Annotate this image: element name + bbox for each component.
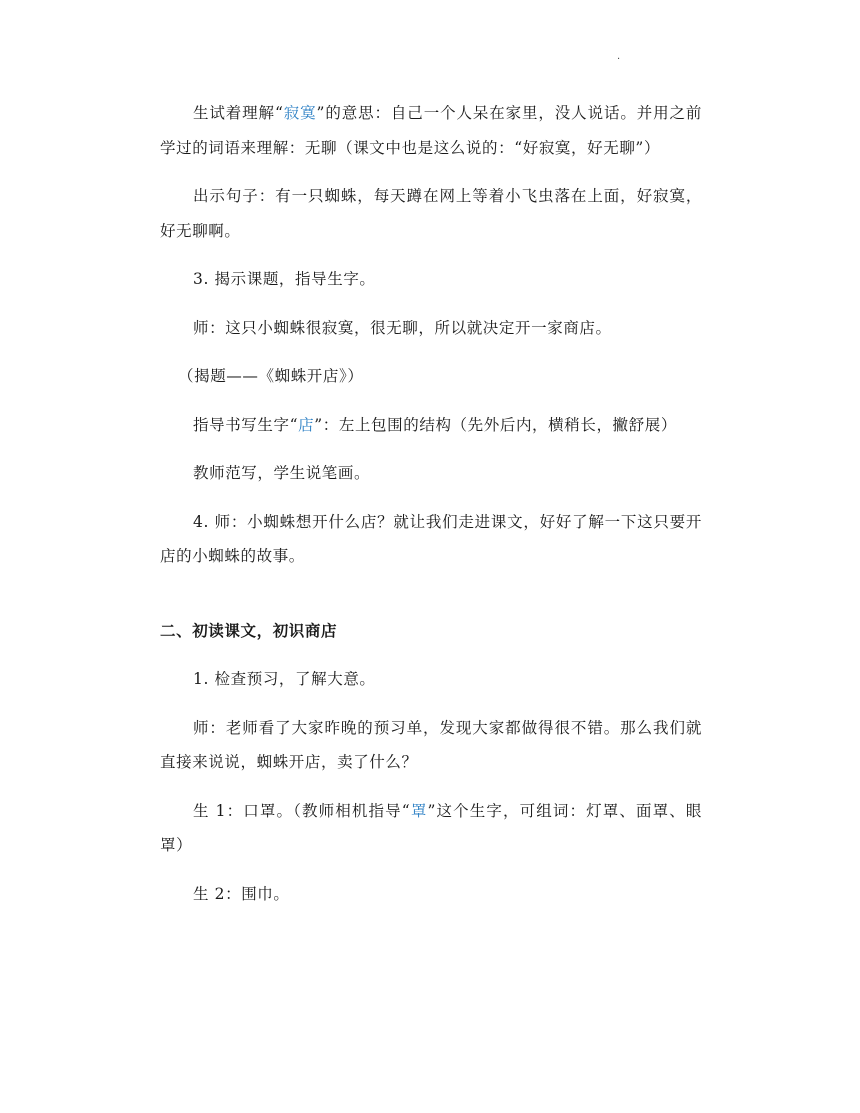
header-mark: ·	[617, 54, 621, 65]
text-run: ”：左上包围的结构（先外后内，横稍长，撇舒展）	[314, 415, 677, 434]
paragraph-student-2: 生 2：围巾。	[193, 884, 290, 903]
highlighted-word: 店	[298, 415, 315, 434]
text-run: 生 1：口罩。（教师相机指导“	[193, 801, 411, 820]
paragraph-check-preview: 1. 检查预习，了解大意。	[193, 670, 376, 688]
paragraph-write-character	[160, 408, 702, 443]
highlighted-word: 罩	[410, 801, 428, 820]
section-heading: 二、初读课文，初识商店	[160, 620, 338, 640]
paragraph-student-1	[160, 794, 702, 863]
paragraph-story-intro: 4. 师：小蜘蛛想开什么店？就让我们走进课文，好好了解一下这只要开店的小蜘蛛的故事。	[160, 512, 702, 565]
paragraph-reveal-title: 3. 揭示课题，指导生字。	[193, 270, 376, 288]
paragraph-show-sentence: 出示句子：有一只蜘蛛，每天蹲在网上等着小飞虫落在上面，好寂寞，好无聊啊。	[160, 187, 702, 240]
paragraph-title-reveal: （揭题——《蜘蛛开店》）	[178, 367, 364, 385]
text-run: 指导书写生字“	[193, 415, 299, 434]
text-run: ”这个生字，可组词：灯罩、面罩、眼罩）	[160, 801, 702, 854]
paragraph-teacher-demo: 教师范写，学生说笔画。	[193, 464, 371, 482]
paragraph-explain-lonely	[160, 96, 702, 165]
paragraph-teacher-question: 师：老师看了大家昨晚的预习单，发现大家都做得很不错。那么我们就直接来说说，蜘蛛开店，卖了什么？	[160, 718, 702, 771]
text-run: 生试着理解“	[193, 104, 284, 122]
document-body	[160, 96, 702, 925]
highlighted-word: 寂寞	[283, 104, 317, 122]
text-run: ”的意思：自己一个人呆在家里，没人说话。并用之前学过的词语来理解：无聊（课文中也是这么说的：“好寂寞，好无聊”）	[160, 104, 703, 157]
paragraph-teacher-line: 师：这只小蜘蛛很寂寞，很无聊，所以就决定开一家商店。	[193, 318, 612, 337]
